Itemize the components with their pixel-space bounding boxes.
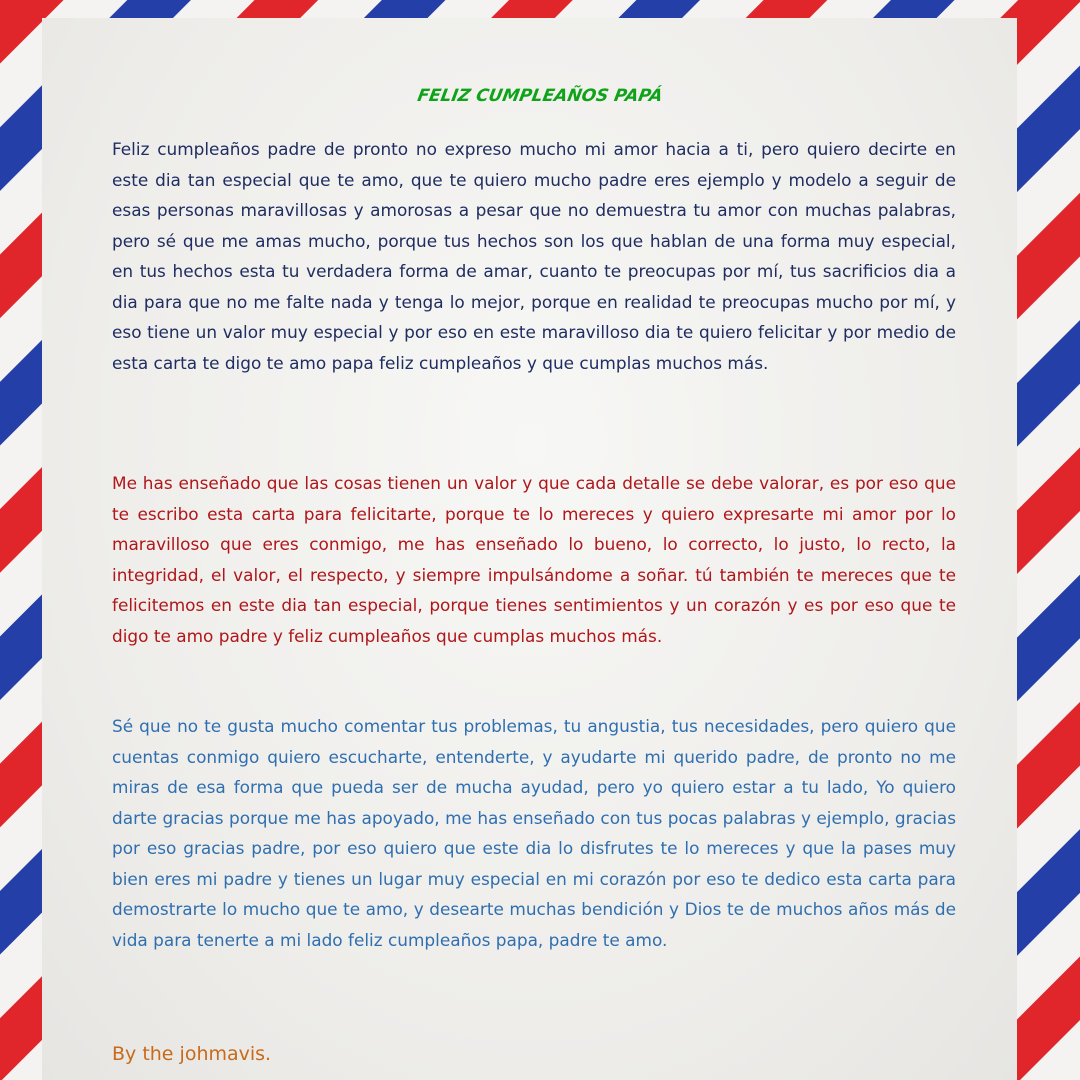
letter-paragraph-3: Sé que no te gusta mucho comentar tus problemas, tu angustia, tus necesidades, pero quiero que cuentas conmigo quiero escucharte, entenderte, y ayudarte mi querido padre, de pronto no me miras de esa forma que pueda ser de mucha ayudad, pero yo quiero estar a tu lado, Yo quiero darte gracias porque me has apoyado, me has enseñado con tus pocas palabras y ejemplo, gracias por eso gracias padre, por eso quiero que este dia lo disfrutes te lo mereces y que la pases muy bien eres mi padre y tienes un lugar muy especial en mi corazón por eso te dedico esta carta para demostrarte lo mucho que te amo, y desearte muchas bendición y Dios te de muchos años más de vida para tenerte a mi lado feliz cumpleaños papa, padre te amo. bbox=[112, 716, 956, 950]
letter-paragraph-2: Me has enseñado que las cosas tienen un valor y que cada detalle se debe valorar, es por eso que te escribo esta carta para felicitarte, porque te lo mereces y quiero expresarte mi amor por lo maravilloso que eres conmigo, me has enseñado lo bueno, lo correcto, lo justo, lo recto, la integridad, el valor, el respecto, y siempre impulsándome a soñar. tú también te mereces que te felicitemos en este dia tan especial, porque tienes sentimientos y un corazón y es por eso que te digo te amo padre y feliz cumpleaños que cumplas muchos más. bbox=[112, 473, 956, 646]
letter-title: FELIZ CUMPLEAÑOS PAPÁ bbox=[415, 86, 665, 106]
letter-signature: By the johmavis. bbox=[112, 1043, 272, 1065]
letter-paragraph-1: Feliz cumpleaños padre de pronto no expreso mucho mi amor hacia a ti, pero quiero decirte en este dia tan especial que te amo, que te quiero mucho padre eres ejemplo y modelo a seguir de esas personas maravillosas y amorosas a pesar que no demuestra tu amor con muchas palabras, pero sé que me amas mucho, porque tus hechos son los que hablan de una forma muy especial, en tus hechos esta tu verdadera forma de amar, cuanto te preocupas por mí, tus sacrificios dia a dia para que no me falte nada y tenga lo mejor, porque en realidad te preocupas mucho por mí, y eso tiene un valor muy especial y por eso en este maravilloso dia te quiero felicitar y por medio de esta carta te digo te amo papa feliz cumpleaños y que cumplas muchos más. bbox=[112, 139, 956, 373]
